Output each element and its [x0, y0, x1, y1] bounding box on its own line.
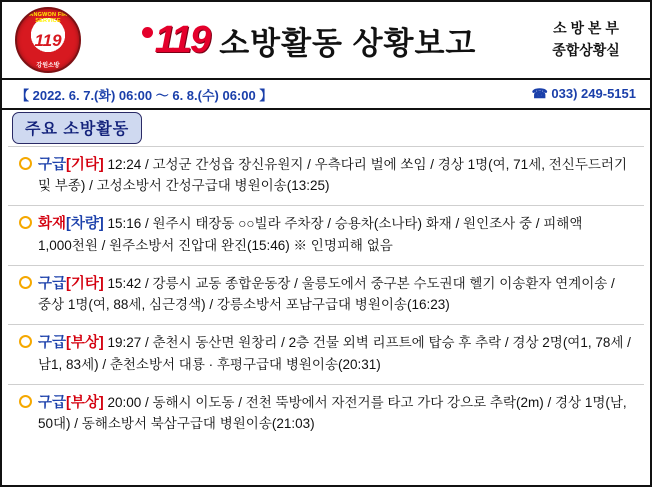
- circle-bullet-icon: [12, 392, 38, 408]
- section-title: 주요 소방활동: [12, 112, 142, 144]
- logo-dot-icon: [142, 27, 153, 38]
- list-item-body: [38, 154, 640, 197]
- list-item: [8, 146, 644, 205]
- list-item-body: [38, 213, 640, 256]
- report-period: 【 2022. 6. 7.(화) 06:00 ～ 6. 8.(수) 06:00 】: [16, 87, 273, 103]
- list-item: [8, 384, 644, 443]
- section-header: [2, 110, 650, 146]
- list-item: [8, 205, 644, 264]
- item-text: 15:42 / 강릉시 교동 종합운동장 / 울릉도에서 중구본 수도권대 헬기 이송환자 연계이송 / 중상 1명(여, 88세, 심근경색) / 강릉소방서 포남구급대 병원이송(16:23): [38, 275, 615, 313]
- hq-line-1: 소 방 본 부: [553, 20, 619, 37]
- item-tag: [기타]: [66, 157, 104, 173]
- logo-119: [144, 19, 210, 62]
- phone-number: 033) 249-5151: [551, 86, 636, 101]
- title-block: [94, 18, 522, 63]
- page-title: 소방활동 상황보고: [219, 25, 477, 61]
- item-tag: [기타]: [66, 275, 104, 292]
- item-category: 화재: [38, 216, 67, 233]
- list-item: [8, 324, 644, 383]
- phone-icon: ☎: [531, 86, 548, 101]
- activity-list: [2, 146, 650, 443]
- hq-line-2: 종합상황실: [552, 42, 620, 58]
- item-text: 20:00 / 동해시 이도동 / 전천 뚝방에서 자전거를 타고 가다 강으로 추락(2m) / 경상 1명(남, 50대) / 동해소방서 북삼구급대 병원이송(21:03): [38, 394, 627, 432]
- list-item-body: [38, 332, 640, 375]
- headquarters-label: [522, 18, 650, 61]
- item-text: 19:27 / 춘천시 동산면 원창리 / 2층 건물 외벽 리프트에 탑승 후 추락 / 경상 2명(여1, 78세 / 남1, 83세) / 춘천소방서 대룡 · 후평구급대 병원이송(20:31): [38, 335, 631, 372]
- report-header: [2, 2, 650, 80]
- period-bar: [2, 80, 650, 110]
- item-category: 구급: [38, 394, 67, 411]
- logo-119-text: 119: [154, 18, 210, 61]
- item-text: 12:24 / 고성군 간성읍 장신유원지 / 우측다리 벌에 쏘임 / 경상 1명(여, 71세, 전신두드러기 및 부종) / 고성소방서 간성구급대 병원이송(13:25): [38, 157, 627, 194]
- list-item-body: [38, 273, 640, 316]
- circle-bullet-icon: [12, 154, 38, 170]
- circle-bullet-icon: [12, 332, 38, 348]
- item-text: 15:16 / 원주시 태장동 ○○빌라 주차장 / 승용차(소나타) 화재 / 원인조사 중 / 피해액 1,000천원 / 원주소방서 진압대 완진(15:46) ※ 인명피해 없음: [38, 216, 583, 253]
- emblem-arc-text: GANGWON FIRE SERVICE: [24, 12, 72, 24]
- list-item: [8, 265, 644, 324]
- emblem-number: 119: [34, 31, 62, 50]
- item-category: 구급: [38, 275, 67, 292]
- item-tag: [부상]: [66, 394, 104, 411]
- list-item-body: [38, 392, 640, 435]
- item-tag: [차량]: [66, 216, 104, 233]
- circle-bullet-icon: [12, 213, 38, 229]
- item-category: 구급: [38, 335, 67, 352]
- agency-emblem: [2, 5, 94, 75]
- emblem-icon: [15, 7, 81, 73]
- emblem-org-text: 강원소방: [36, 63, 60, 69]
- circle-bullet-icon: [12, 273, 38, 289]
- contact-phone: [532, 86, 636, 102]
- item-tag: [부상]: [66, 335, 104, 352]
- item-category: 구급: [38, 157, 67, 173]
